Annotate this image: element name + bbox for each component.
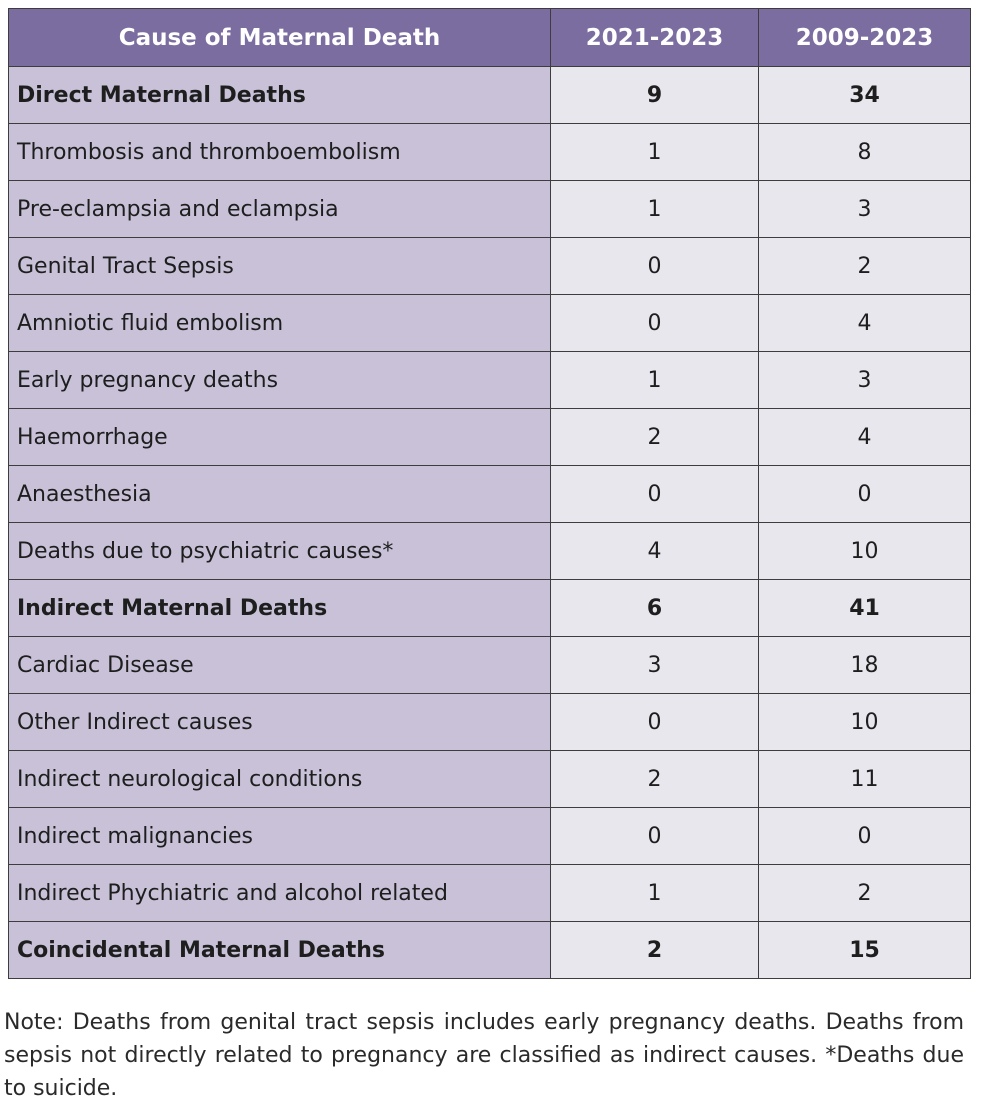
count-2021-2023-cell: 1 — [551, 865, 759, 922]
count-2021-2023-cell: 6 — [551, 580, 759, 637]
table-section-row — [9, 67, 971, 124]
cause-cell: Coincidental Maternal Deaths — [9, 922, 551, 979]
header-cause: Cause of Maternal Death — [9, 9, 551, 67]
count-2009-2023-cell: 0 — [759, 466, 971, 523]
table-row — [9, 751, 971, 808]
count-2021-2023-cell: 0 — [551, 808, 759, 865]
cause-cell: Indirect neurological conditions — [9, 751, 551, 808]
count-2009-2023-cell: 41 — [759, 580, 971, 637]
count-2009-2023-cell: 15 — [759, 922, 971, 979]
count-2009-2023-cell: 8 — [759, 124, 971, 181]
cause-cell: Amniotic fluid embolism — [9, 295, 551, 352]
table-section-row — [9, 580, 971, 637]
table-row — [9, 181, 971, 238]
count-2009-2023-cell: 4 — [759, 409, 971, 466]
cause-cell: Other Indirect causes — [9, 694, 551, 751]
count-2021-2023-cell: 2 — [551, 409, 759, 466]
cause-cell: Haemorrhage — [9, 409, 551, 466]
count-2021-2023-cell: 1 — [551, 352, 759, 409]
count-2021-2023-cell: 1 — [551, 124, 759, 181]
count-2021-2023-cell: 2 — [551, 751, 759, 808]
count-2009-2023-cell: 4 — [759, 295, 971, 352]
cause-cell: Indirect Maternal Deaths — [9, 580, 551, 637]
cause-cell: Deaths due to psychiatric causes* — [9, 523, 551, 580]
count-2009-2023-cell: 18 — [759, 637, 971, 694]
cause-cell: Indirect malignancies — [9, 808, 551, 865]
cause-cell: Indirect Phychiatric and alcohol related — [9, 865, 551, 922]
count-2021-2023-cell: 0 — [551, 466, 759, 523]
count-2009-2023-cell: 2 — [759, 865, 971, 922]
table-row — [9, 808, 971, 865]
table-row — [9, 409, 971, 466]
count-2021-2023-cell: 4 — [551, 523, 759, 580]
header-2009-2023: 2009-2023 — [759, 9, 971, 67]
table-row — [9, 352, 971, 409]
table-row — [9, 466, 971, 523]
count-2009-2023-cell: 10 — [759, 694, 971, 751]
count-2021-2023-cell: 1 — [551, 181, 759, 238]
cause-cell: Anaesthesia — [9, 466, 551, 523]
count-2021-2023-cell: 0 — [551, 295, 759, 352]
count-2021-2023-cell: 0 — [551, 694, 759, 751]
count-2021-2023-cell: 2 — [551, 922, 759, 979]
table-row — [9, 523, 971, 580]
cause-cell: Thrombosis and thromboembolism — [9, 124, 551, 181]
table-row — [9, 295, 971, 352]
count-2009-2023-cell: 34 — [759, 67, 971, 124]
cause-cell: Cardiac Disease — [9, 637, 551, 694]
count-2021-2023-cell: 9 — [551, 67, 759, 124]
cause-cell: Genital Tract Sepsis — [9, 238, 551, 295]
count-2009-2023-cell: 2 — [759, 238, 971, 295]
table-row — [9, 637, 971, 694]
count-2009-2023-cell: 11 — [759, 751, 971, 808]
table-row — [9, 694, 971, 751]
cause-cell: Pre-eclampsia and eclampsia — [9, 181, 551, 238]
table-row — [9, 124, 971, 181]
count-2021-2023-cell: 3 — [551, 637, 759, 694]
count-2009-2023-cell: 10 — [759, 523, 971, 580]
cause-cell: Direct Maternal Deaths — [9, 67, 551, 124]
cause-cell: Early pregnancy deaths — [9, 352, 551, 409]
table-row — [9, 238, 971, 295]
table-section-row — [9, 922, 971, 979]
table-row — [9, 865, 971, 922]
table-header-row — [9, 9, 971, 67]
count-2021-2023-cell: 0 — [551, 238, 759, 295]
footnote: Note: Deaths from genital tract sepsis includes early pregnancy deaths. Deaths from sepsis not directly related to pregnancy are classified as indirect causes. *Deaths due to suicide. — [4, 1010, 964, 1101]
maternal-deaths-table — [8, 8, 971, 979]
count-2009-2023-cell: 3 — [759, 352, 971, 409]
header-2021-2023: 2021-2023 — [551, 9, 759, 67]
count-2009-2023-cell: 3 — [759, 181, 971, 238]
count-2009-2023-cell: 0 — [759, 808, 971, 865]
